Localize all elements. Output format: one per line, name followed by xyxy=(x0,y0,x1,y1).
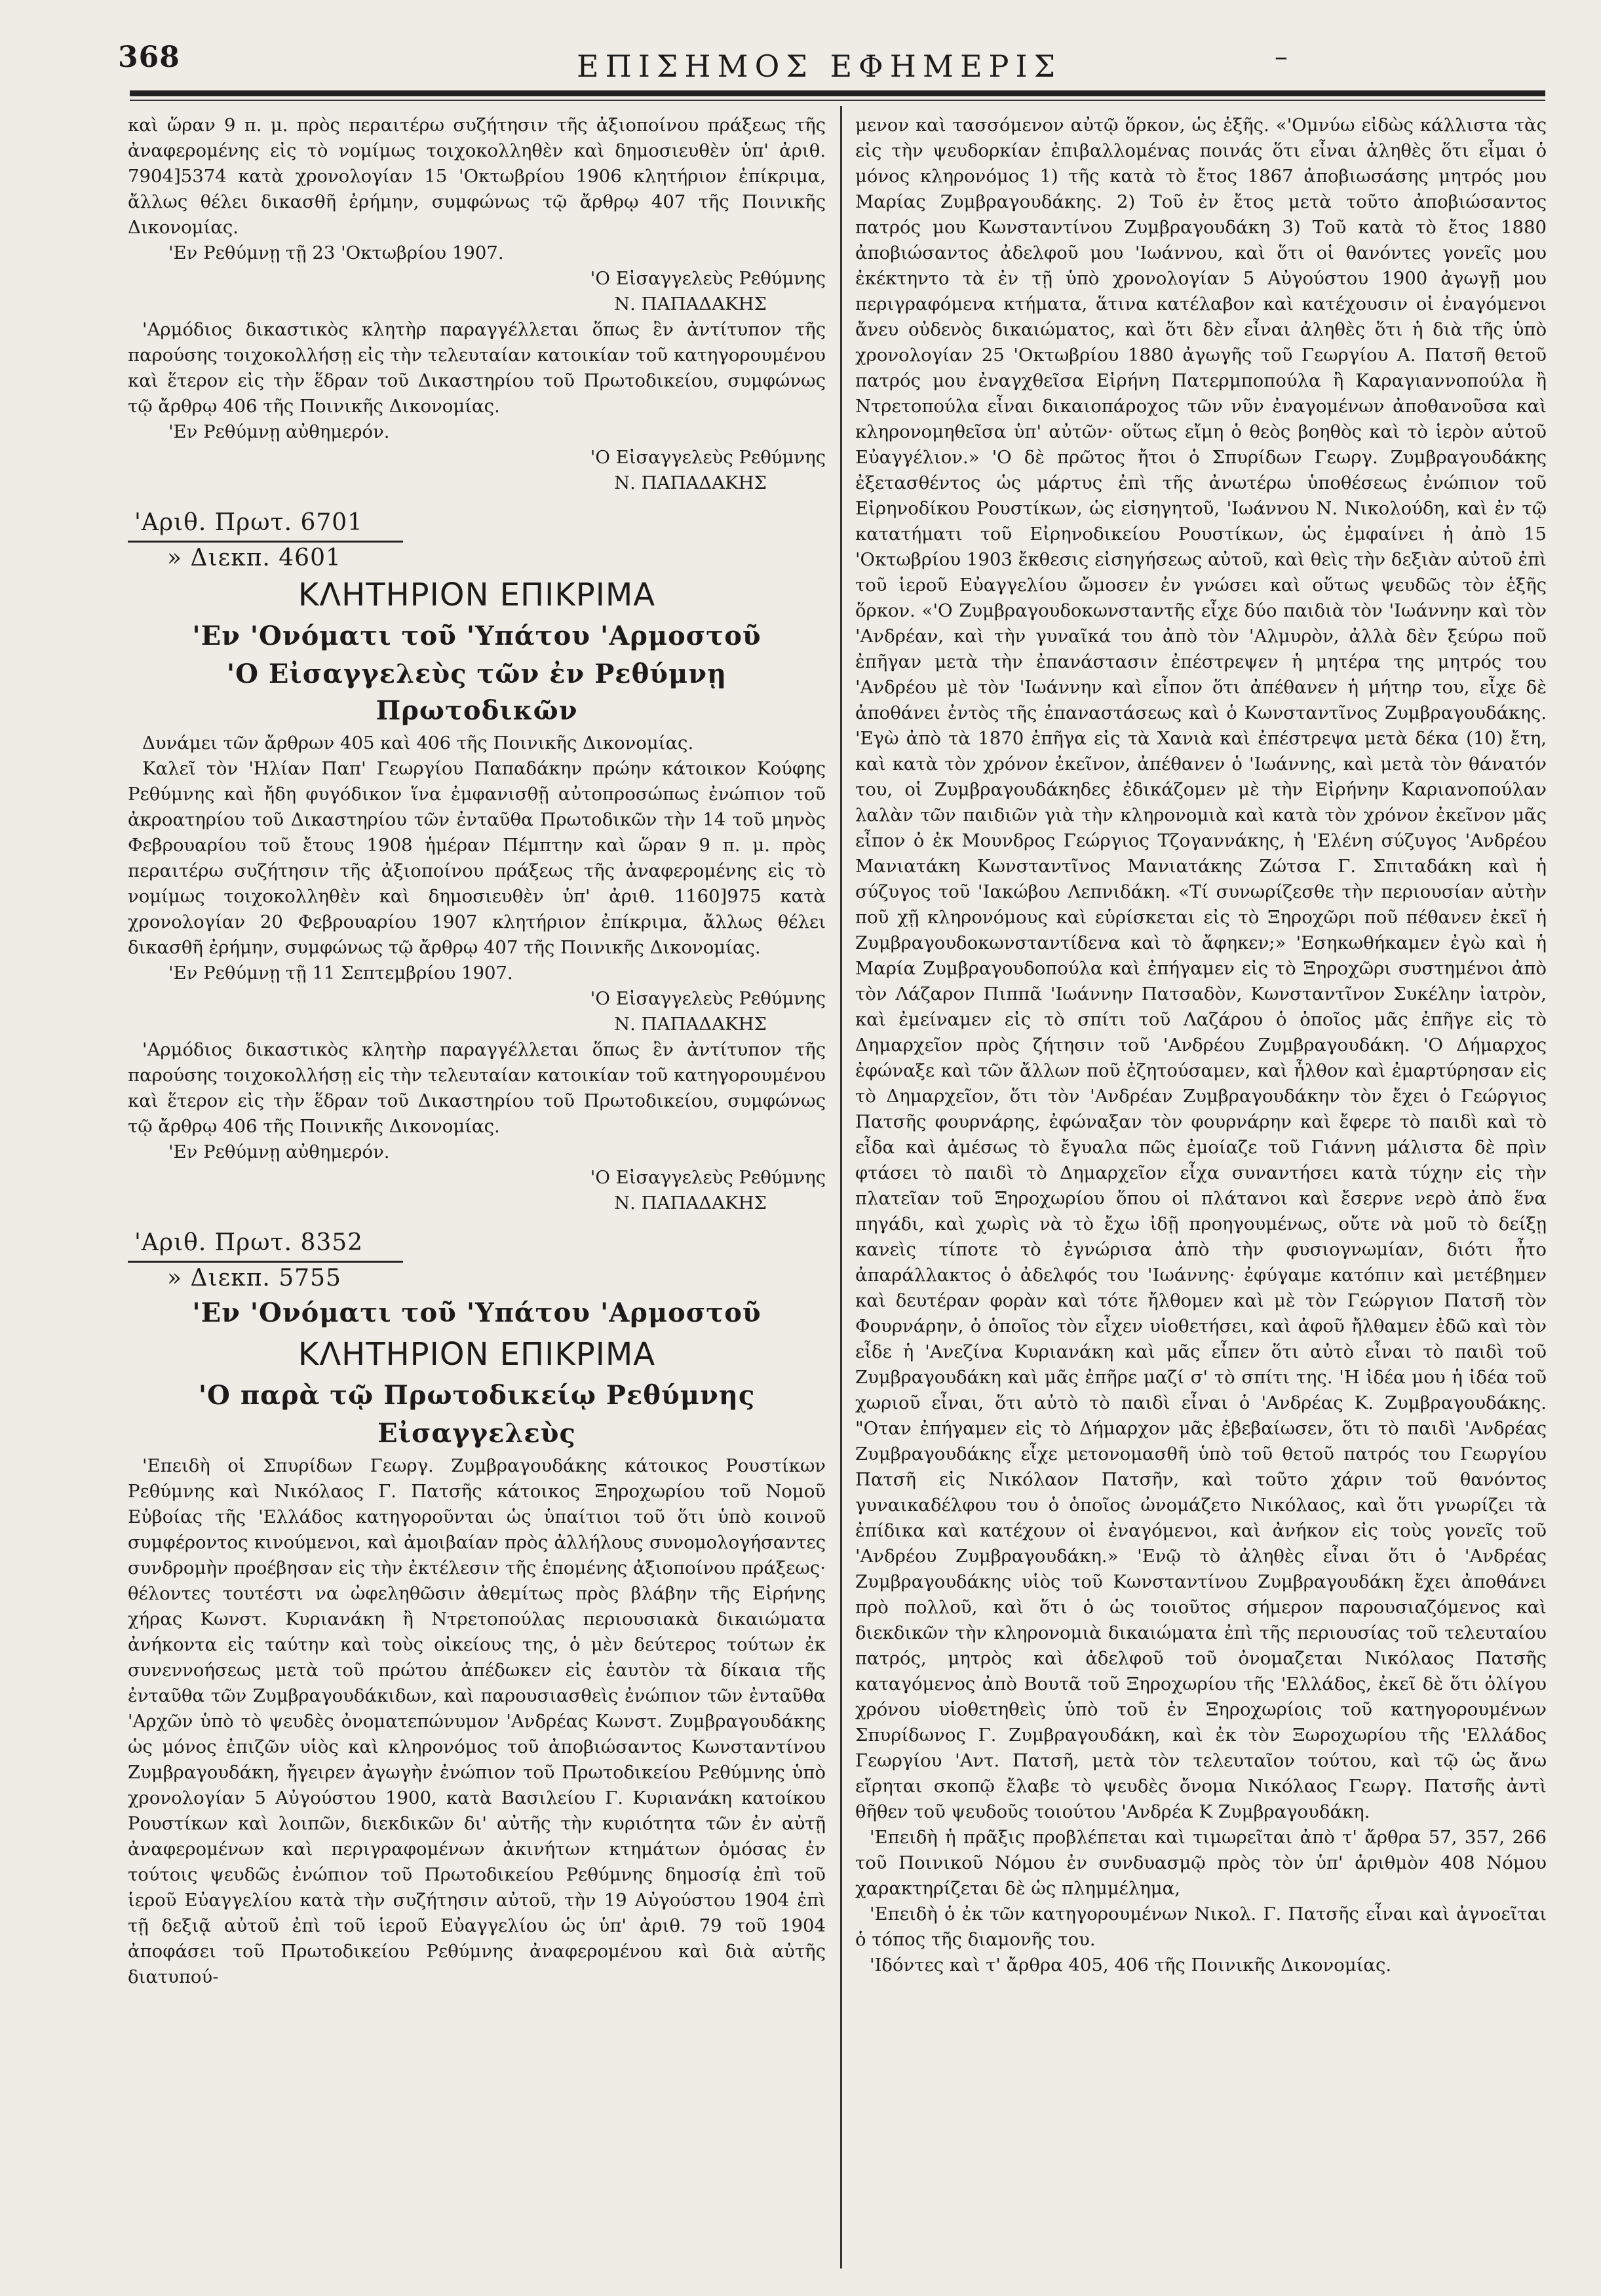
dispatch-number-2: » Διεκπ. 5755 xyxy=(167,1265,341,1292)
notice-title-2: ΚΛΗΤΗΡΙΟΝ ΕΠΙΚΡΙΜΑ xyxy=(298,1336,656,1373)
left-column xyxy=(128,113,826,1990)
notice-subtitle-2c: Εἰσαγγελεὺς xyxy=(377,1418,576,1449)
right-paragraph-3: 'Επειδὴ ὁ ἐκ τῶν κατηγορουμένων Νικολ. Γ. Πατσῆς εἶναι καὶ ἀγνοεῖται ὁ τόπος τῆς διαμονῆς του. xyxy=(855,1904,1547,1950)
protocol-underline-2 xyxy=(128,1261,403,1263)
signature-name-1: Ν. ΠΑΠΑΔΑΚΗΣ xyxy=(614,294,767,315)
left-paragraph-4: Καλεῖ τὸν 'Ηλίαν Παπ' Γεωργίου Παπαδάκην πρώην κάτοικον Κούφης Ρεθύμνης καὶ ἤδη φυγόδικον ἵνα ἐμφανισθῇ αὐτοπροσώπως ἐνώπιον τοῦ ἀκροατηρίου τοῦ Δικαστηρίου τῶν ἐνταῦθα Πρωτοδικῶν τὴν 14 τοῦ μηνὸς Φεβρουαρίου τοῦ ἔτους 1908 ἡμέραν Πέμπτην καὶ ὥραν 9 π. μ. πρὸς περαιτέρω συζήτησιν τῆς ἀξιοποίνου πράξεως τῆς ἀναφερομένης εἰς τὸ νομίμως τοιχοκολληθὲν καὶ δημοσιευθὲν ὑπ' ἀριθ. 1160]975 κατὰ χρονολογίαν 20 Φεβρουαρίου 1907 κλητήριον ἐπίκριμα, ἄλλως θέλει δικασθῆ ἐρήμην, συμφώνως τῷ ἄρθρῳ 407 τῆς Ποινικῆς Δικονομίας. xyxy=(128,758,826,958)
signature-role-2: 'Ο Εἰσαγγελεὺς Ρεθύμνης xyxy=(590,447,826,468)
signature-role-3: 'Ο Εἰσαγγελεὺς Ρεθύμνης xyxy=(590,988,826,1009)
notice-subtitle-2b: 'Ο παρὰ τῷ Πρωτοδικείῳ Ρεθύμνης xyxy=(198,1380,756,1411)
left-paragraph-2: 'Αρμόδιος δικαστικὸς κλητὴρ παραγγέλλεται ὅπως ἓν ἀντίτυπον τῆς παρούσης τοιχοκολλήσῃ εἰς τὴν τελευταίαν κατοικίαν τοῦ κατηγορουμένου καὶ ἕτερον εἰς τὴν ἕδραν τοῦ Δικαστηρίου τοῦ Πρωτοδικείου, συμφώνως τῷ ἄρθρῳ 406 τῆς Ποινικῆς Δικονομίας. xyxy=(128,319,826,417)
protocol-number-2: 'Αριθ. Πρωτ. 8352 xyxy=(134,1229,364,1256)
date-line-1: 'Εν Ρεθύμνῃ τῇ 23 'Οκτωβρίου 1907. xyxy=(168,242,504,263)
right-paragraph-2: 'Επειδὴ ἡ πρᾶξις προβλέπεται καὶ τιμωρεῖται ἀπὸ τ' ἄρθρα 57, 357, 266 τοῦ Ποινικοῦ Νόμου ἐν συνδυασμῷ πρὸς τὸν ὑπ' ἀριθμὸν 408 Νόμου χαρακτηρίζεται δὲ ὡς πλημμέλημα, xyxy=(855,1827,1547,1899)
left-paragraph-5: 'Αρμόδιος δικαστικὸς κλητὴρ παραγγέλλεται ὅπως ἓν ἀντίτυπον τῆς παρούσης τοιχοκολλήσῃ εἰς τὴν τελευταίαν κατοικίαν τοῦ κατηγορουμένου καὶ ἕτερον εἰς τὴν ἕδραν τοῦ Δικαστηρίου τοῦ Πρωτοδικείου, συμφώνως τῷ ἄρθρῳ 406 τῆς Ποινικῆς Δικονομίας. xyxy=(128,1039,826,1137)
masthead-title: ΕΠΙΣΗΜΟΣ ΕΦΗΜΕΡΙΣ xyxy=(577,48,1062,84)
right-paragraph-1: μενον καὶ τασσόμενον αὐτῷ ὅρκον, ὡς ἑξῆς. «'Ομνύω εἰδὼς κάλλιστα τὰς εἰς τὴν ψευδορκίαν ἐπιβαλλομένας ποινάς ὅτι εἶναι ἀληθὲς ὅτι εἶμαι ὁ μόνος κληρονόμος 1) τῆς κατὰ τὸ ἔτος 1867 ἀποβιωσάσης μητρός μου Μαρίας Ζυμβραγουδάκης. 2) Τοῦ ἐν ἔτος μετὰ τοῦτο ἀποβιώσαντος πατρός μου Κωνσταντίνου Ζυμβραγουδάκη 3) Τοῦ κατὰ τὸ ἔτος 1880 ἀποβιώσαντος ἀδελφοῦ μου 'Ιωάννου, καὶ ὅτι οἱ θανόντες γονεῖς μου ἐκέκτηντο τὰ ἐν τῇ ὑπὸ χρονολογίαν 5 Αὐγούστου 1900 ἀγωγῇ μου περιγραφόμενα κτήματα, ἅτινα κατέλαβον καὶ κατέχουσιν οἱ ἐναγόμενοι ἄνευ οὐδενὸς δικαιώματος, καὶ ὅτι δὲν εἶναι ἀληθὲς ὅτι ἡ διὰ τῆς ὑπὸ χρονολογίαν 25 'Οκτωβρίου 1880 ἀγωγῆς τοῦ Γεωργίου Α. Πατσῆ θετοῦ πατρός μου ἐναγχθεῖσα Εἰρήνη Πατερμποπούλα ἢ Καραγιαννοπούλα ἢ Ντρετοπούλα εἶναι δικαιοπάροχος τῶν νῦν ἐναγομένων ἀποθανοῦσα καὶ κληρονομηθεῖσα ὑπ' αὐτῶν· οὕτως εἴμη ὁ θεὸς βοηθὸς καὶ τὸ ἱερὸν αὐτοῦ Εὐαγγέλιον.» 'Ο δὲ πρῶτος ἤτοι ὁ Σπυρίδων Γεωργ. Ζυμβραγουδάκης ἐξετασθέντος ὡς μάρτυς ἐπὶ τῆς ἀνωτέρω ὑποθέσεως ἐνώπιον τοῦ Εἰρηνοδίκου Ρουστίκων, ὡς εἰσηγητοῦ, 'Ιωάννου Ν. Νικολούδη, καὶ ἐν τῷ κατατήματι τοῦ Εἰρηνοδικείου Ρουστίκων, ὡς ἐμφαίνει ἡ ἀπὸ 15 'Οκτωβρίου 1903 ἔκθεσις εἰσηγήσεως αὐτοῦ, καὶ θεὶς τὴν δεξιὰν αὐτοῦ ἐπὶ τοῦ ἱεροῦ Εὐαγγελίου ὤμοσεν ἐν γνώσει καὶ οὕτως ψευδῶς τὸν ἑξῆς ὅρκον. «'Ο Ζυμβραγουδοκωνσταντῆς εἶχε δύο παιδιὰ τὸν 'Ιωάννην καὶ τὸν 'Ανδρέαν, καὶ τὴν γυναῖκά του ἀπὸ τὸν 'Αλμυρὸν, ἀλλὰ δὲν ξεύρω ποῦ ἐπῆγαν μετὰ τὴν ἐπανάστασιν ἐπέστρεψεν ἡ μητέρα της μητρός του 'Ανδρέου μὲ τὸν 'Ιωάννην καὶ εἶπον ὅτι ἀπέθανεν ἡ μήτηρ του, εἶχε δὲ ἀποθάνει ἐντὸς τῆς ἐπαναστάσεως καὶ ὁ Κωνσταντῖνος Ζυμβραγουδάκης. 'Εγὼ ἀπὸ τὰ 1870 ἐπῆγα εἰς τὰ Χανιὰ καὶ ἐπέστρεψα μετὰ δέκα (10) ἔτη, καὶ κατὰ τὸν χρόνον ἐκεῖνον, ἀπέθανεν ὁ 'Ιωάννης, καὶ μετὰ τὸν θάνατόν του, οἱ Ζυμβραγουδάκηδες ἐδικάζομεν μὲ τὴν Εἰρήνην Καριανοπούλαν λαλὰν τῶν παιδιῶν γιὰ τὴν κληρονομιὰ καὶ κατὰ τὸν χρόνον ἐκεῖνον μᾶς εἶπον ὁ ἐκ Μουνδρος Γεώργιος Τζογαννάκης, ἡ 'Ελένη σύζυγος 'Ανδρέου Μανιατάκη Κωνσταντῖνος Μανιατάκης Ζώτσα Γ. Σπιταδάκη καὶ ἡ σύζυγος τοῦ 'Ιακώβου Λεπνιδάκη. «Τί συνωρίζεσθε τὴν περιουσίαν αὐτὴν ποῦ χῇ κληρονόμους καὶ εὑρίσκεται εἰς τὸ Ξηροχῶρι ποῦ πέθανεν ἐκεῖ ἡ Ζυμβραγουδοκωνσταντίδενα καὶ τὸ ἄφηκεν;» 'Εσηκωθήκαμεν ἐγὼ καὶ ἡ Μαρία Ζυμβραγουδοπούλα καὶ ἐπήγαμεν εἰς τὸ Ξηροχῶρι συστημένοι ἀπὸ τὸν Λάζαρον Πιππᾶ 'Ιωάννην Πατσαδὸν, Κωνσταντῖνον Συκέλην ἰατρὸν, καὶ ἐμείναμεν εἰς τὸ σπίτι τοῦ Λαζάρου ὁ ὁποῖος μᾶς ἐπῆγε εἰς τὸ Δημαρχεῖον πρὸς ζήτησιν τοῦ 'Ανδρέου Ζυμβραγουδάκη. 'Ο Δήμαρχος ἐφώναξε καὶ τῶν ἄλλων ποῦ ἐζητούσαμεν, καὶ ἦλθον καὶ ἐμαρτύρησαν εἰς τὸ Δημαρχεῖον, ὅτι τὸν 'Ανδρέαν Ζυμβραγουδάκην τὸν ἔχει ὁ Γεώργιος Πατσῆς φουρνάρης, ἐφώναξαν τὸν φουρνάρην καὶ ἔφερε τὸ παιδὶ καὶ τὸ εἶδα καὶ ἀμέσως τὸ ἔγυαλα πῶς ἐμοίαζε τοῦ Γιάννη μάλιστα δὲ πρὶν φτάσει τὸ παιδὶ τὸ Δημαρχεῖον εἶχα συναντήσει κατὰ τύχην εἰς τὴν πλατεῖαν τοῦ Ξηροχωρίου ὅπου οἱ πλάτανοι καὶ ἔσερνε νερὸ ἀπὸ ἕνα πηγάδι, καὶ χωρὶς νὰ τὸ ἔχω ἰδῇ προηγουμένως, οὔτε νὰ μοῦ τὸ δείξῃ κανεὶς τίποτε τὸ ἐγνώρισα ἀπὸ τὴν φυσιογνωμίαν, διότι ἦτο ἀπαράλλακτος ὁ ἀδελφός του 'Ιωάννης· ἐφύγαμε κατόπιν καὶ μετέβημεν καὶ δευτέραν φορὰν καὶ τότε ἤλθομεν καὶ μὲ τὸν Γεώργιον Πατσῆ τὸν Φουρνάρην, ὁ ὁποῖος τὸν εἶχεν υἱοθετήσει, καὶ ἀφοῦ ἤλθαμεν ἐδῶ καὶ τὸν εἶδε ἡ 'Ανεζίνα Κυριανάκη καὶ μᾶς εἶπεν ὅτι αὐτὸ εἶναι τὸ παιδὶ τοῦ Ζυμβραγουδάκη καὶ μᾶς ἐπῆρε μαζί σ' τὸ σπίτι της. 'Η ἰδέα μου ἡ ἰδέα τοῦ χωριοῦ εἶναι, ὅτι αὐτὸ τὸ παιδὶ εἶναι ὁ 'Ανδρέας Κ. Ζυμβραγουδάκης. "Οταν ἐπήγαμεν εἰς τὸ Δήμαρχον μᾶς ἐβεβαίωσεν, ὅτι τὸ παιδὶ 'Ανδρέας Ζυμβραγουδάκης εἶχε μετονομασθῆ ὑπὸ τοῦ θετοῦ πατρός του Γεωργίου Πατσῆ εἰς Νικόλαον Πατσῆν, καὶ τοῦτο χάριν τοῦ θανόντος γυναικαδέλφου του ὁ ὁποῖος ὠνομάζετο Νικόλαος, καὶ ὅτι γνωρίζει τὰ ἐπίδικα καὶ κατέχουν οἱ ἐναγόμενοι, καὶ ἀνήκον εἰς τοὺς γονεῖς τοῦ 'Ανδρέου Ζυμβραγουδάκη.» 'Ενῷ τὸ ἀληθὲς εἶναι ὅτι ὁ 'Ανδρέας Ζυμβραγουδάκης υἱὸς τοῦ Κωνσταντίνου Ζυμβραγουδάκη ἔχει ἀποθάνει πρὸ πολλοῦ, καὶ ὅτι ὁ ὡς τοιοῦτος σήμερον παρουσιαζόμενος καὶ διεκδικῶν τὴν κληρονομιὰ δικαιώματα ἐπὶ τῆς περιουσίας τοῦ τελευταίου πατρός, μητρὸς καὶ ἀδελφοῦ τοῦ ὀνομαζεται Νικόλαος Πατσῆς καταγόμενος ἀπὸ Βουτᾶ τοῦ Ξηροχωρίου τῆς 'Ελλάδος, ἐκεῖ δὲ ὅτι ὀλίγου χρόνου υἱοθετηθεὶς ὑπὸ τοῦ ἐν Ξηροχωρίοις τοῦ κατηγορουμένων Σπυρίδωνος Γ. Ζυμβραγουδάκη, καὶ ἐκ τὸν Ξωροχωρίου τῆς 'Ελλάδος Γεωργίου 'Αντ. Πατσῆ, μετὰ τὸν τελευταῖον τούτου, καὶ τῷ ὡς ἄνω εἴρηται σκοπῷ ἔλαβε τὸ ψευδὲς ὄνομα Νικόλαος Γεωργ. Πατσῆς ἀντὶ θῆθεν τοῦ ψευδοῦς τοιούτου 'Ανδρέα Κ Ζυμβραγουδάκη. xyxy=(855,115,1547,1822)
signature-name-3: Ν. ΠΑΠΑΔΑΚΗΣ xyxy=(614,1014,767,1035)
page-number: 368 xyxy=(118,41,180,74)
header-rule-thin xyxy=(130,100,1545,101)
notice-subtitle-1a: 'Εν 'Ονόματι τοῦ 'Υπάτου 'Αρμοστοῦ xyxy=(192,621,762,651)
date-line-2: 'Εν Ρεθύμνῃ αὐθημερόν. xyxy=(168,421,390,442)
left-paragraph-3: Δυνάμει τῶν ἄρθρων 405 καὶ 406 τῆς Ποινικῆς Δικονομίας. xyxy=(142,733,694,754)
signature-role-4: 'Ο Εἰσαγγελεὺς Ρεθύμνης xyxy=(590,1167,826,1188)
notice-subtitle-2a: 'Εν 'Ονόματι τοῦ 'Υπάτου 'Αρμοστοῦ xyxy=(192,1297,762,1328)
signature-name-2: Ν. ΠΑΠΑΔΑΚΗΣ xyxy=(614,472,767,493)
signature-role-1: 'Ο Εἰσαγγελεὺς Ρεθύμνης xyxy=(590,268,826,289)
protocol-number-1: 'Αριθ. Πρωτ. 6701 xyxy=(134,509,364,536)
date-line-4: 'Εν Ρεθύμνῃ αὐθημερόν. xyxy=(168,1141,390,1162)
dispatch-number-1: » Διεκπ. 4601 xyxy=(167,545,341,571)
left-paragraph-6: 'Επειδὴ οἱ Σπυρίδων Γεωργ. Ζυμβραγουδάκης κάτοικος Ρουστίκων Ρεθύμνης καὶ Νικόλαος Γ. Πατσῆς κάτοικος Ξηροχωρίου τοῦ Νομοῦ Εὐβοίας τῆς 'Ελλάδος κατηγοροῦνται ὡς ὑπαίτιοι τοῦ ὅτι ὑπὸ κοινοῦ συμφέροντος κινούμενοι, καὶ ἀμοιβαίαν πρὸς ἀλλήλους συνομολογήσαντες συνδρομὴν προέβησαν εἰς τὴν ἐκτέλεσιν τῆς ἑπομένης ἀξιοποίνου πράξεως· θέλοντες τουτέστι να ὠφεληθῶσιν ἀθεμίτως πρὸς βλάβην τῆς Εἰρήνης χήρας Κωνστ. Κυριανάκη ἢ Ντρετοπούλας περιουσιακὰ δικαιώματα ἀνήκοντα εἰς ταύτην καὶ τοὺς οἰκείους της, ὁ μὲν δεύτερος τούτων ἐκ συνεννοήσεως μετὰ τοῦ πρώτου ἀπέδωκεν εἰς ἑαυτὸν τὰ δίκαια τῆς ἐνταῦθα τῶν Ζυμβραγουδάκιδων, καὶ παρουσιασθεὶς ἐνώπιον τῶν ἐνταῦθα 'Αρχῶν ὑπὸ τὸ ψευδὲς ὀνοματεπώνυμον 'Ανδρέας Κωνστ. Ζυμβραγουδάκης ὡς μόνος ἐπιζῶν υἱὸς καὶ κληρονόμος τοῦ ἀποβιώσαντος Κωνσταντίνου Ζυμβραγουδάκη, ἤγειρεν ἀγωγὴν ἐνώπιον τοῦ Πρωτοδικείου Ρεθύμνης ὑπὸ χρονολογίαν 5 Αὐγούστου 1900, κατὰ Βασιλείου Γ. Κυριανάκη κατοίκου Ρουστίκων καὶ λοιπῶν, διεκδικῶν δι' αὐτῆς τὴν κυριότητα τῶν ἐν αὐτῇ ἀναφερομένων καὶ περιγραφομένων ἀκινήτων κτημάτων ὁμόσας ἐν τούτοις ψευδῶς ἐνώπιον τοῦ Πρωτοδικείου Ρεθύμνης δημοσίᾳ ἐπὶ τοῦ ἱεροῦ Εὐαγγελίου κατὰ τὴν συζήτησιν αὐτοῦ, τὴν 19 Αὐγούστου 1904 ἐπὶ τῇ δεξιᾷ αὐτοῦ ἐπὶ τοῦ ἱεροῦ Εὐαγγελίου ὡς ὑπ' ἀριθ. 79 τοῦ 1904 ἀποφάσει τοῦ Πρωτοδικείου Ρεθύμνης ἀναφερομένου καὶ διὰ αὐτῆς διατυπού- xyxy=(128,1455,826,1987)
header-rule-thick xyxy=(130,90,1545,96)
masthead-dash: – xyxy=(1275,42,1288,72)
notice-subtitle-1b: 'Ο Εἰσαγγελεὺς τῶν ἐν Ρεθύμνῃ Πρωτοδικῶν xyxy=(226,659,727,726)
right-column xyxy=(855,113,1547,1978)
date-line-3: 'Εν Ρεθύμνῃ τῇ 11 Σεπτεμβρίου 1907. xyxy=(168,963,513,984)
notice-title-1: ΚΛΗΤΗΡΙΟΝ ΕΠΙΚΡΙΜΑ xyxy=(298,577,656,613)
signature-name-4: Ν. ΠΑΠΑΔΑΚΗΣ xyxy=(614,1193,767,1214)
column-divider xyxy=(840,106,842,2268)
right-paragraph-4: 'Ιδόντες καὶ τ' ἄρθρα 405, 406 τῆς Ποινικῆς Δικονομίας. xyxy=(870,1955,1392,1976)
left-paragraph-1: καὶ ὥραν 9 π. μ. πρὸς περαιτέρω συζήτησιν τῆς ἀξιοποίνου πράξεως τῆς ἀναφερομένης εἰς τὸ νομίμως τοιχοκολληθὲν καὶ δημοσιευθὲν ὑπ' ἀριθ. 7904]5374 κατὰ χρονολογίαν 15 'Οκτωβρίου 1906 κλητήριον ἐπίκριμα, ἄλλως θέλει δικασθῆ ἐρήμην, συμφώνως τῷ ἄρθρῳ 407 τῆς Ποινικῆς Δικονομίας. xyxy=(128,115,826,238)
protocol-underline-1 xyxy=(128,541,403,543)
